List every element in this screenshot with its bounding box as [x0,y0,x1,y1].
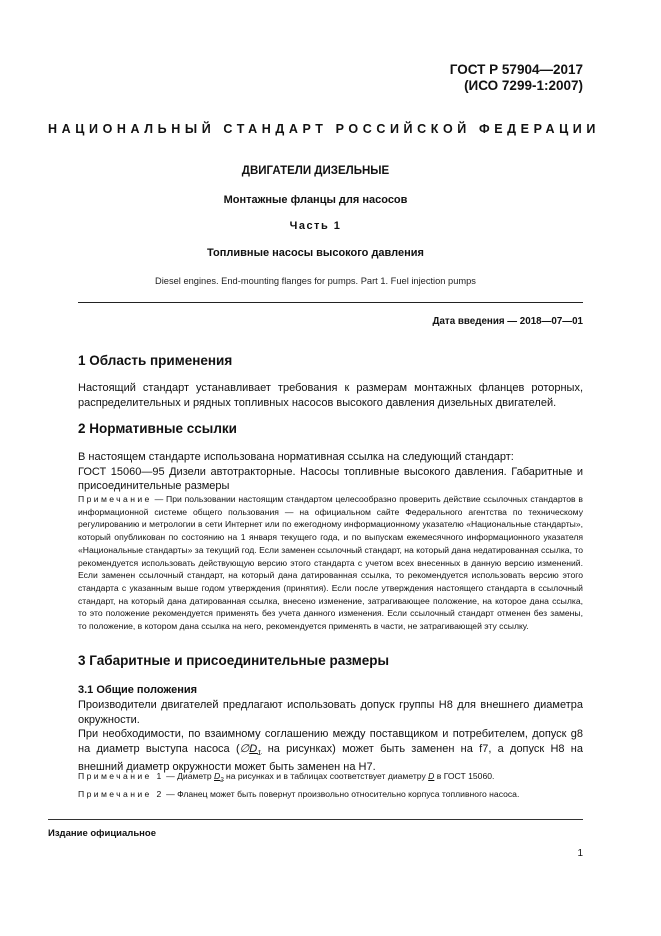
title-divider [78,302,583,303]
gost-code-block [450,62,583,94]
english-title: Diesel engines. End-mounting flanges for pumps. Part 1. Fuel injection pumps [155,276,476,286]
section-3-heading: 3 Габаритные и присоединительные размеры [78,653,390,668]
section-2-note [78,493,583,633]
section-2-heading: 2 Нормативные ссылки [78,421,237,436]
diameter-d2: $D_2$ [214,771,224,784]
section-3-para-2: При необходимости, по взаимному соглашению между поставщиком и потребителем, допуск g8 на диаметр выступа насоса ($\emptyset D_1$ на рисунках) может быть заменен на f7, а допуск H8 на внешний диаметр окружности может быть заменен на H7. [78,728,583,774]
section-3-para-1: Производители двигателей предлагают использовать допуск группы H8 для внешнего диаметра окружности. [78,699,583,726]
note-label: Примечание [78,494,152,504]
section-1-text [78,381,583,410]
edition-label: Издание официальное [48,828,156,839]
introduction-date: Дата введения — 2018—07—01 [432,316,583,327]
document-title: ДВИГАТЕЛИ ДИЗЕЛЬНЫЕ [241,165,390,177]
diameter-d1: $D_1$ [249,742,262,757]
section-3-note-1: Примечание 1 — Диаметр $D_2$ на рисунках и в таблицах соответствует диаметру D в ГОСТ 15060. [78,771,495,784]
footer-divider [48,819,583,820]
diameter-symbol: ∅ [239,742,250,755]
page-number: 1 [577,848,583,859]
part-label: Часть 1 [289,220,342,232]
gost-number: ГОСТ Р 57904—2017 [449,62,583,77]
section-1-body: Настоящий стандарт устанавливает требования к размерам монтажных фланцев роторных, распределительных и рядных топливных насосов высокого давления дизельных двигателей. [78,382,583,409]
section-2-line-2: ГОСТ 15060—95 Дизели автотракторные. Насосы топливные высокого давления. Габаритные и присоединительные размеры [78,465,583,492]
diameter-d: D [428,771,435,781]
document-subtitle: Монтажные фланцы для насосов [223,194,408,206]
section-2-line-1: В настоящем стандарте использована нормативная ссылка на следующий стандарт: [78,451,514,463]
section-2-text [78,450,583,494]
note-text: — При пользовании настоящим стандартом целесообразно проверить действие ссылочных стандартов в информационной системе общего пользования — на официальном сайте Федерального агентства по техническому регулированию и метрологии в сети Интернет или по ежегодному информационному указателю «Национальные стандарты», который опубликован по состоянию на 1 января текущего года, и по выпускам ежемесячного информационного указателя «Национальные стандарты» за текущий год. Если заменен ссылочный стандарт, на который дана недатированная ссылка, то рекомендуется использовать действующую версию этого стандарта с учетом всех внесенных в данную версию изменений. Если заменен ссылочный стандарт, на который дана датированная ссылка, то рекомендуется использовать версию этого стандарта с указанным выше годом утверждения (принятия). Если после утверждения настоящего стандарта в ссылочный стандарт, на который дана датированная ссылка, внесено изменение, затрагивающее положение, на которое дана ссылка, то это положение рекомендуется применять без учета данного изменения. Если ссылочный стандарт отменен без замены, то положение, в котором дана ссылка на него, рекомендуется применять в части, не затрагивающей эту ссылку. [78,494,583,632]
section-3-1-heading: 3.1 Общие положения [78,684,198,696]
section-3-note-2: Примечание 2 — Фланец может быть повернут произвольно относительно корпуса топливного насоса. [78,789,520,799]
part-title: Топливные насосы высокого давления [207,247,424,259]
iso-number: (ИСО 7299-1:2007) [464,78,583,93]
national-standard-banner: НАЦИОНАЛЬНЫЙ СТАНДАРТ РОССИЙСКОЙ ФЕДЕРАЦИИ [48,122,600,136]
section-1-heading: 1 Область применения [78,353,233,368]
